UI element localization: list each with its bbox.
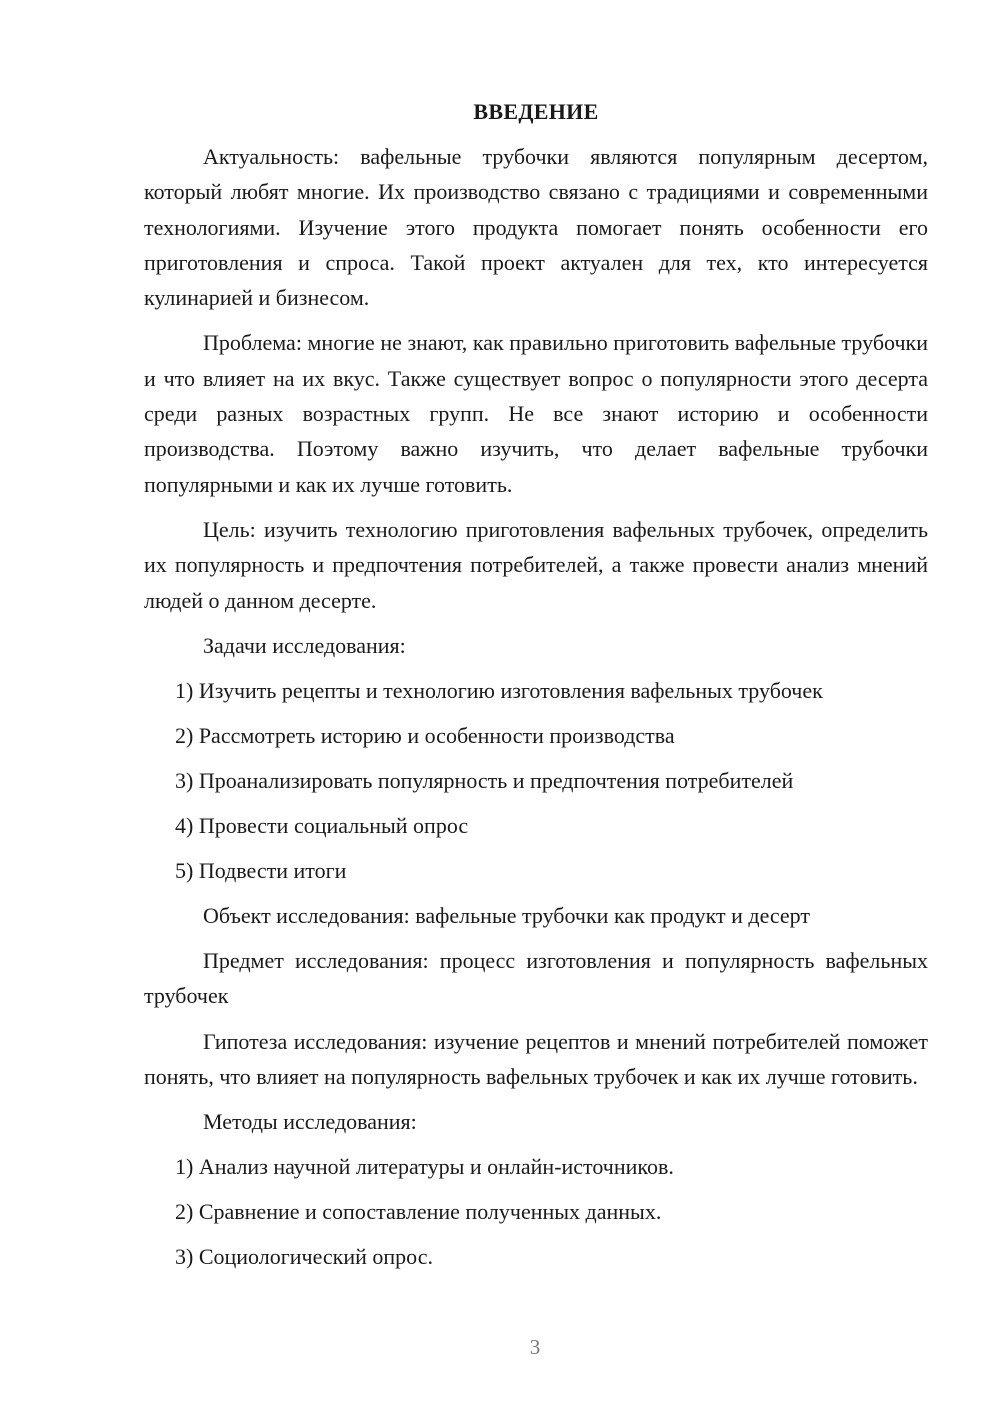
task-item: 1) Изучить рецепты и технологию изготовления вафельных трубочек [175, 677, 823, 703]
method-item: 1) Анализ научной литературы и онлайн-источников. [175, 1154, 674, 1180]
relevance-paragraph: Актуальность: вафельные трубочки являются популярным десертом, который любят многие. Их производство связано с традициями и современными технологиями. Изучение этого продукта помогает понять особенности его приготовления и спроса. Такой проект актуален для тех, кто интересуется кулинарией и бизнесом. [144, 144, 928, 311]
method-item: 2) Сравнение и сопоставление полученных данных. [175, 1199, 662, 1225]
task-item: 5) Подвести итоги [175, 857, 347, 883]
problem-paragraph: Проблема: многие не знают, как правильно приготовить вафельные трубочки и что влияет на их вкус. Также существует вопрос о популярности этого десерта среди разных возрастных групп. Не все знают историю и особенности производства. Поэтому важно изучить, что делает вафельные трубочки популярными и как их лучше готовить. [144, 330, 928, 497]
hypothesis-paragraph: Гипотеза исследования: изучение рецептов и мнений потребителей поможет понять, что влияет на популярность вафельных трубочек и как их лучше готовить. [144, 1028, 928, 1090]
section-title: ВВЕДЕНИЕ [473, 99, 599, 124]
page-number: 3 [529, 1335, 541, 1359]
page-content [144, 94, 928, 1284]
method-item: 3) Социологический опрос. [175, 1244, 433, 1270]
task-item: 2) Рассмотреть историю и особенности производства [175, 722, 675, 748]
task-item: 3) Проанализировать популярность и предпочтения потребителей [175, 767, 794, 793]
tasks-heading: Задачи исследования: [203, 632, 406, 658]
methods-heading: Методы исследования: [203, 1109, 417, 1135]
task-item: 4) Провести социальный опрос [175, 812, 469, 838]
subject-paragraph: Предмет исследования: процесс изготовления и популярность вафельных трубочек [144, 948, 928, 1009]
goal-paragraph: Цель: изучить технологию приготовления вафельных трубочек, определить их популярность и предпочтения потребителей, а также провести анализ мнений людей о данном десерте. [144, 516, 928, 613]
methods-list [144, 1149, 928, 1274]
object-paragraph: Объект исследования: вафельные трубочки как продукт и десерт [203, 902, 810, 928]
tasks-list [144, 673, 928, 888]
